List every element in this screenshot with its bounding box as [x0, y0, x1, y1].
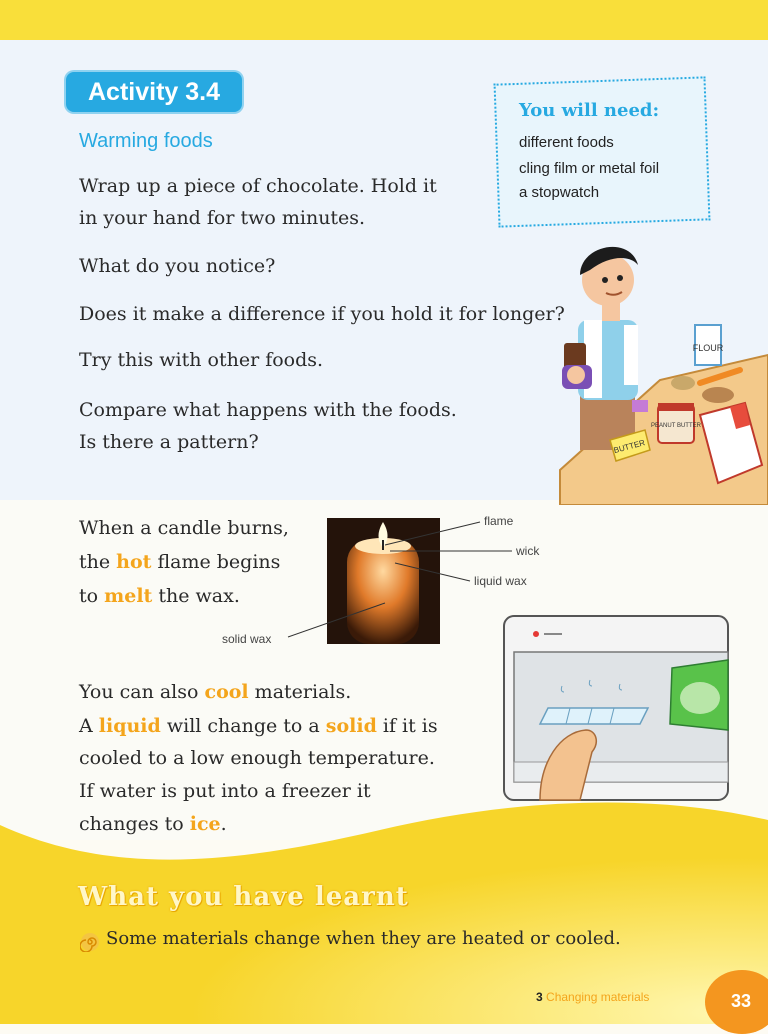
label-liquid-wax: liquid wax	[474, 574, 527, 588]
instruction-paragraph-4: Try this with other foods.	[79, 349, 324, 371]
cool-text-2a: A	[79, 715, 99, 737]
cool-text-1b: materials.	[248, 681, 352, 703]
activity-badge: Activity 3.4	[66, 72, 242, 112]
highlight-melt: melt	[104, 585, 153, 607]
cool-line-1	[79, 676, 351, 708]
instruction-paragraph-2: What do you notice?	[79, 255, 276, 277]
candle-text-3b: the wax.	[152, 585, 240, 607]
footer-chapter-number: 3	[536, 990, 543, 1004]
peanut-butter-label: PEANUT BUTTER	[651, 423, 701, 429]
candle-text-3a: to	[79, 585, 105, 607]
highlight-ice: ice	[189, 813, 221, 835]
candle-text-2a: the	[79, 551, 117, 573]
cool-text-2c: if it is	[376, 715, 438, 737]
candle-text-2b: flame begins	[151, 551, 281, 573]
instruction-paragraph-1: Wrap up a piece of chocolate. Hold it in your hand for two minutes.	[79, 175, 437, 229]
boy-with-foods-illustration	[550, 225, 768, 505]
cool-line-2	[79, 710, 438, 742]
instruction-paragraph-3: Does it make a difference if you hold it for longer?	[79, 303, 565, 325]
need-item: cling film or metal foil	[519, 160, 660, 177]
label-flame: flame	[484, 514, 514, 528]
activity-subtitle: Warming foods	[79, 130, 213, 152]
highlight-liquid: liquid	[98, 715, 161, 737]
cool-text-2b: will change to a	[160, 715, 326, 737]
footer-chapter	[536, 990, 649, 1004]
cool-text-5a: changes to	[79, 813, 190, 835]
cool-text-5b: .	[220, 813, 227, 835]
cool-line-5	[79, 808, 227, 840]
need-item: a stopwatch	[519, 184, 600, 201]
cool-text-1a: You can also	[79, 681, 205, 703]
highlight-cool: cool	[204, 681, 249, 703]
learnt-statement: Some materials change when they are heated or cooled.	[106, 928, 621, 949]
freezer-illustration	[500, 612, 730, 802]
cool-line-3: cooled to a low enough temperature.	[79, 747, 435, 769]
label-wick: wick	[516, 544, 540, 558]
highlight-hot: hot	[116, 551, 152, 573]
candle-text-line-1	[79, 512, 289, 544]
cool-line-4: If water is put into a freezer it	[79, 780, 371, 802]
flour-label: FLOUR	[692, 343, 724, 353]
instruction-paragraph-5: Compare what happens with the foods. Is there a pattern?	[79, 399, 457, 453]
candle-text-line-3	[79, 580, 240, 612]
highlight-solid: solid	[325, 715, 377, 737]
what-you-have-learnt-heading: What you have learnt	[78, 882, 409, 912]
label-solid-wax: solid wax	[222, 632, 272, 646]
need-item: different foods	[519, 134, 614, 151]
spiral-bullet-icon	[80, 932, 100, 952]
candle-text-1: When a candle burns,	[79, 517, 289, 539]
you-will-need-title: You will need:	[519, 100, 660, 121]
page-number-badge: 33	[705, 970, 768, 1034]
butter-label: BUTTER	[612, 438, 646, 456]
footer-chapter-title: Changing materials	[546, 990, 650, 1004]
candle-text-line-2	[79, 546, 280, 578]
